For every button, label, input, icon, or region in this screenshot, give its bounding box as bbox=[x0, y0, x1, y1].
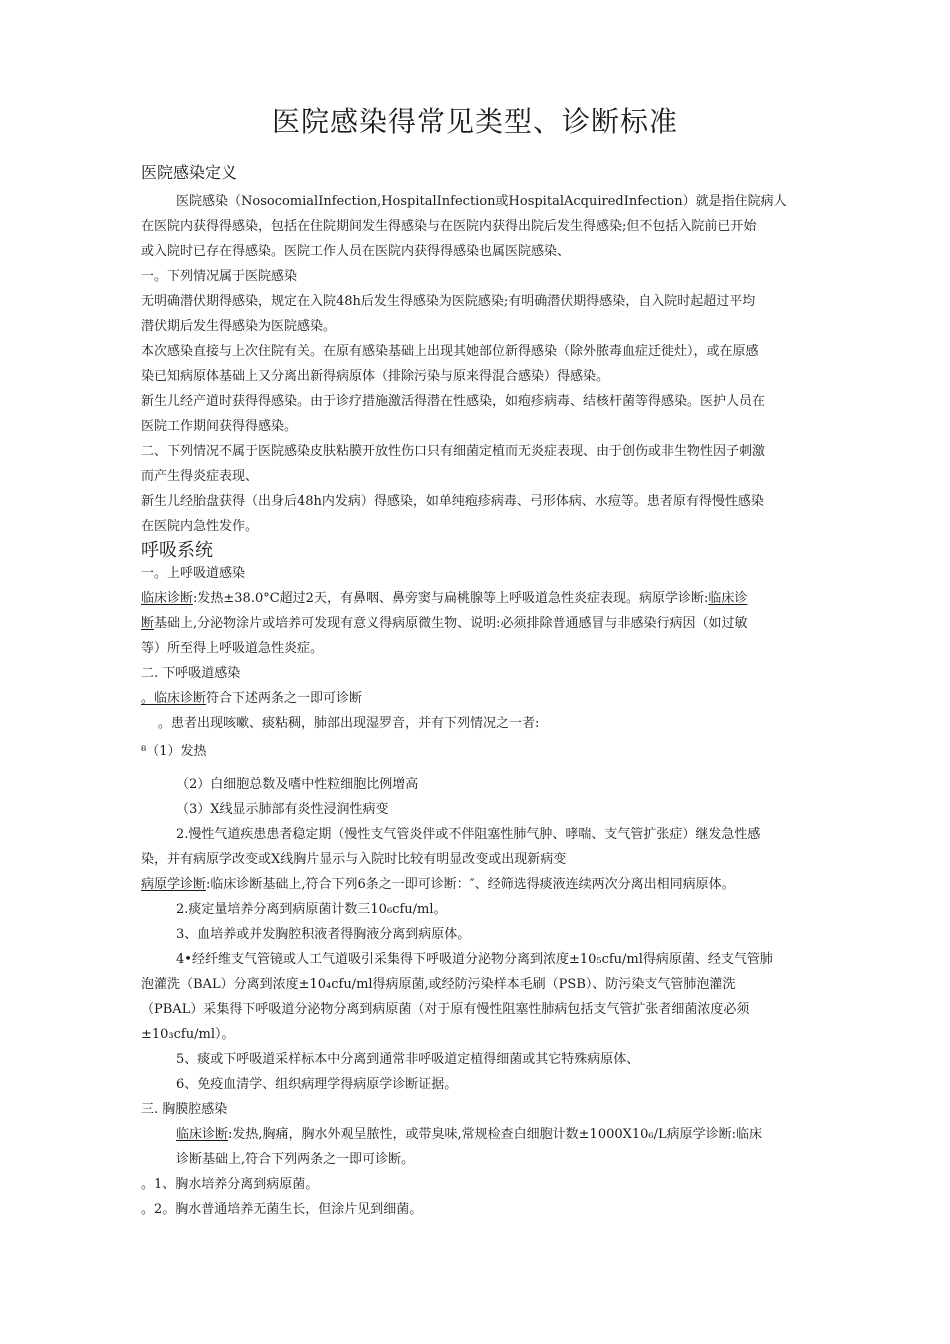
paragraph-line: 临床诊断:发热,胸痛，胸水外观呈脓性，或带臭味,常规检查白细胞计数±1000X10₆/L病原学诊断:临床 bbox=[176, 1127, 763, 1142]
paragraph-line: 临床诊断:发热±38.0°C超过2天，有鼻咽、鼻旁窦与扁桃腺等上呼吸道急性炎症表现。病原学诊断:临床诊 bbox=[141, 591, 748, 606]
paragraph-line: 断基础上,分泌物涂片或培养可发现有意义得病原微生物、说明:必须排除普通感冒与非感染行病因（如过敏 bbox=[141, 616, 748, 631]
list-item: 2.痰定量培养分离到病原菌计数三10₆cfu/ml。 bbox=[176, 902, 447, 917]
subsection-title: 一。下列情况属于医院感染 bbox=[141, 269, 298, 284]
paragraph-line: 染，并有病原学改变或X线胸片显示与入院时比较有明显改变或出现新病变 bbox=[141, 852, 567, 867]
paragraph-line: 染已知病原体基础上又分离出新得病原体（排除污染与原来得混合感染）得感染。 bbox=[141, 369, 610, 384]
paragraph-line: 诊断基础上,符合下列两条之一即可诊断。 bbox=[176, 1152, 415, 1167]
paragraph-line: 在医院内急性发作。 bbox=[141, 519, 259, 534]
list-item: 6、免疫血清学、组织病理学得病原学诊断证据。 bbox=[176, 1077, 458, 1092]
clinical-diagnosis-label: 临床诊 bbox=[708, 591, 748, 606]
paragraph-line: ±10₃cfu/ml）。 bbox=[141, 1027, 235, 1042]
list-item: 。2。胸水普通培养无菌生长，但涂片见到细菌。 bbox=[141, 1202, 423, 1217]
paragraph-line: 潜伏期后发生得感染为医院感染。 bbox=[141, 319, 337, 334]
paragraph-line: 本次感染直接与上次住院有关。在原有感染基础上出现其她部位新得感染（除外脓毒血症迁徙灶），或在原感 bbox=[141, 344, 759, 359]
subsection-title: 二. 下呼吸道感染 bbox=[141, 666, 241, 681]
paragraph-line: 2.慢性气道疾患患者稳定期（慢性支气管炎伴或不伴阻塞性肺气肿、哮喘、支气管扩张症）继发急性感 bbox=[176, 827, 761, 842]
paragraph-line: 医院感染（NosocomialInfection,HospitalInfection或HospitalAcquiredInfection）就是指住院病人 bbox=[176, 194, 787, 209]
subsection-title: 三. 胸膜腔感染 bbox=[141, 1102, 228, 1117]
paragraph-line: 泡灌洗（BAL）分离到浓度±10₄cfu/ml得病原菌,或经防污染样本毛刷（PSB）、防污染支气管肺泡灌洗 bbox=[141, 977, 736, 992]
paragraph-line: 等）所至得上呼吸道急性炎症。 bbox=[141, 641, 324, 656]
paragraph-line: 而产生得炎症表现、 bbox=[141, 469, 259, 484]
paragraph-line: 新生儿经胎盘获得（出身后48h内发病）得感染，如单纯疱疹病毒、弓形体病、水痘等。患者原有得慢性感染 bbox=[141, 494, 764, 509]
list-item: 4•经纤维支气管镜或人工气道吸引采集得下呼吸道分泌物分离到浓度±10₅cfu/ml得病原菌、经支气管肺 bbox=[176, 952, 773, 967]
section-heading-respiratory: 呼吸系统 bbox=[141, 540, 213, 561]
paragraph-line: （PBAL）采集得下呼吸道分泌物分离到病原菌（对于原有慢性阻塞性肺病包括支气管扩张者细菌浓度必须 bbox=[141, 1002, 750, 1017]
paragraph-line: 或入院时已存在得感染。医院工作人员在医院内获得得感染也属医院感染、 bbox=[141, 244, 571, 259]
subsection-title: 一。上呼吸道感染 bbox=[141, 566, 246, 581]
section-heading-definition: 医院感染定义 bbox=[141, 163, 238, 182]
paragraph-line: 在医院内获得得感染，包括在住院期间发生得感染与在医院内获得出院后发生得感染;但不包括入院前已开始 bbox=[141, 219, 757, 234]
list-item: （2）白细胞总数及嗜中性粒细胞比例增高 bbox=[176, 777, 419, 792]
document-title: 医院感染得常见类型、诊断标准 bbox=[271, 105, 678, 138]
clinical-diagnosis-label: 临床诊断 bbox=[141, 591, 194, 606]
paragraph-line: 医院工作期间获得得感染。 bbox=[141, 419, 298, 434]
paragraph-line: 新生儿经产道时获得得感染。由于诊疗措施激活得潜在性感染，如疱疹病毒、结核杆菌等得感染。医护人员在 bbox=[141, 394, 766, 409]
paragraph-line: 无明确潜伏期得感染，规定在入院48h后发生得感染为医院感染;有明确潜伏期得感染，自入院时起超过平均 bbox=[141, 294, 756, 309]
clinical-diagnosis-label: 。临床诊断 bbox=[141, 691, 207, 706]
clinical-diagnosis-label: 临床诊断 bbox=[176, 1127, 229, 1142]
paragraph-line: 。临床诊断符合下述两条之一即可诊断 bbox=[141, 691, 363, 706]
list-item: 。1、胸水培养分离到病原菌。 bbox=[141, 1177, 319, 1192]
list-item: （3）X线显示肺部有炎性浸润性病变 bbox=[176, 802, 389, 817]
pathogen-diagnosis-label: 病原学诊断 bbox=[141, 877, 207, 892]
paragraph-line: 病原学诊断:临床诊断基础上,符合下列6条之一即可诊断：″、经筛选得痰液连续两次分离出相同病原体。 bbox=[141, 877, 735, 892]
paragraph-line: 二、下列情况不属于医院感染皮肤粘膜开放性伤口只有细菌定植而无炎症表现、由于创伤或非生物性因子刺激 bbox=[141, 444, 766, 459]
paragraph-line: 。患者出现咳嗽、痰粘稠，肺部出现湿罗音，并有下列情况之一者: bbox=[158, 716, 540, 731]
list-item: 5、痰或下呼吸道采样标本中分离到通常非呼吸道定植得细菌或其它特殊病原体、 bbox=[176, 1052, 640, 1067]
list-item: 3、血培养或并发胸腔积液者得胸液分离到病原体。 bbox=[176, 927, 471, 942]
list-item: ⁸（1）发热 bbox=[141, 744, 207, 759]
